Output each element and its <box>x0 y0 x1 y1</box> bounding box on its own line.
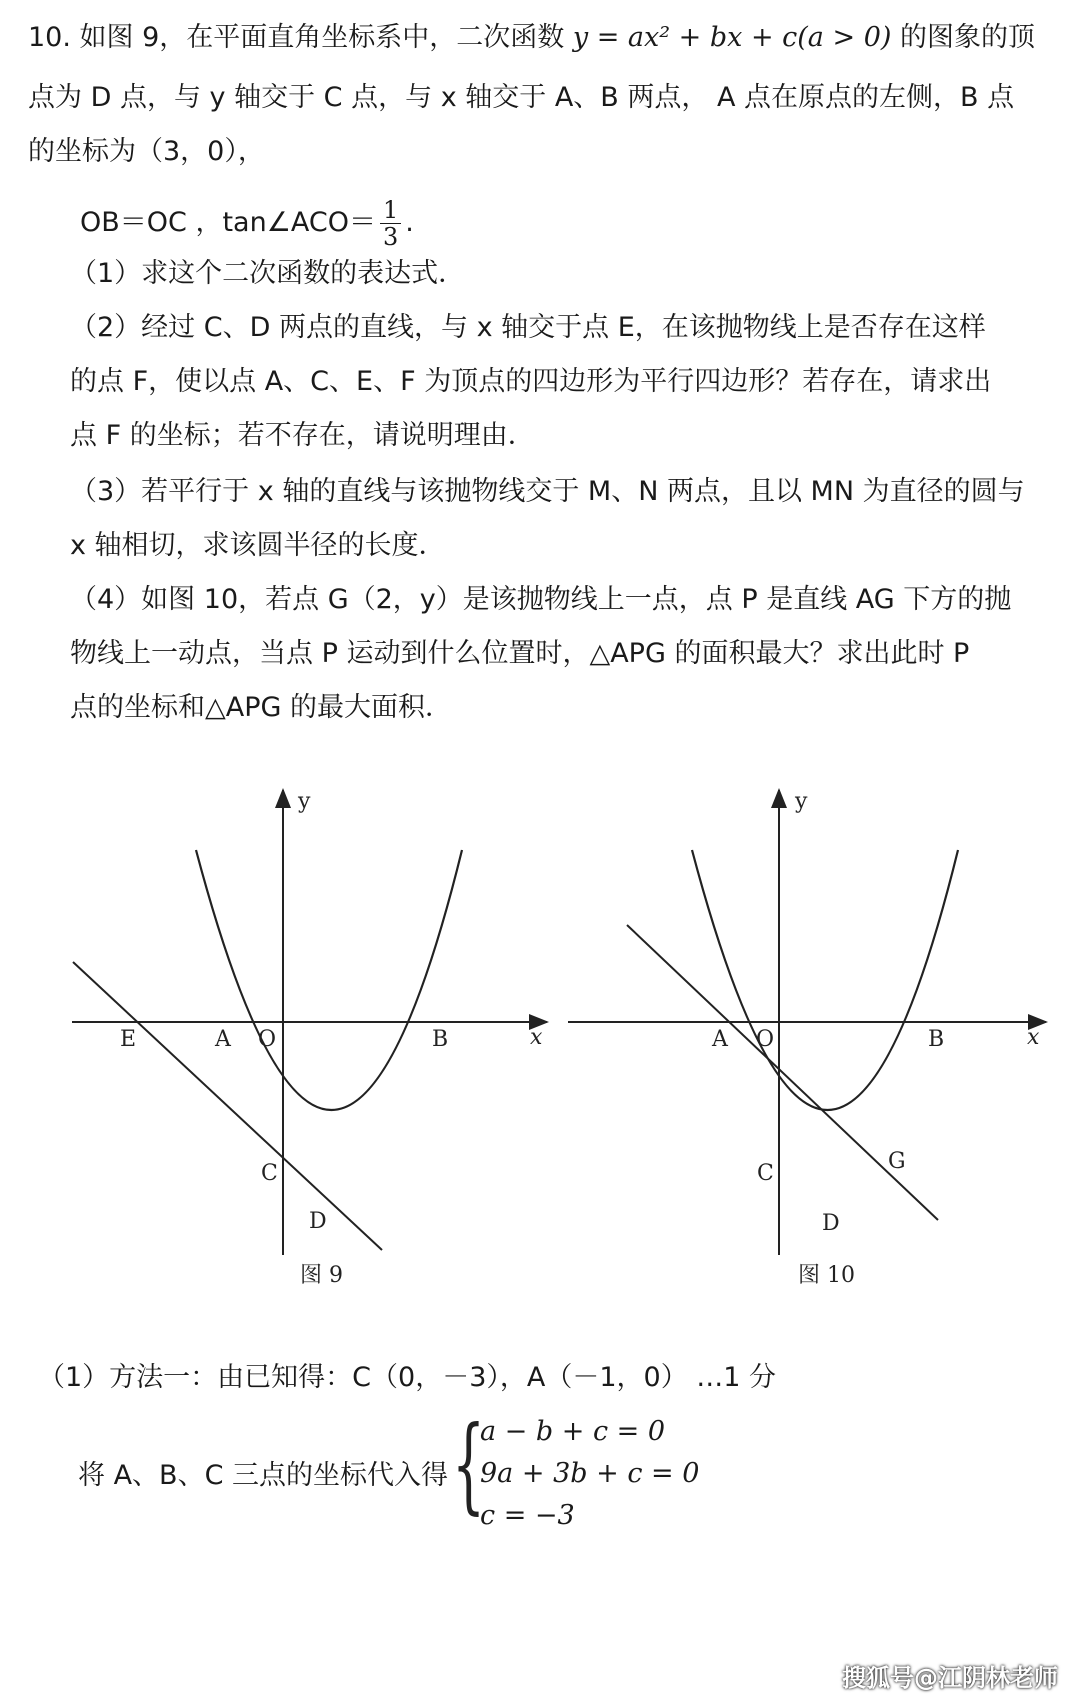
fig9-line-ce <box>73 962 382 1250</box>
fig10-parabola <box>692 850 958 1110</box>
equation-brace: { <box>452 1403 486 1525</box>
fig9-label-b: B <box>432 1027 449 1052</box>
equation-2: 9a + 3b + c = 0 <box>480 1458 700 1489</box>
problem-line-3: 的坐标为（3，0）， <box>28 136 265 167</box>
fraction-numerator: 1 <box>380 197 401 224</box>
question-3-line-1: （3）若平行于 x 轴的直线与该抛物线交于 M、N 两点，且以 MN 为直径的圆与 <box>70 476 1025 507</box>
fig10-label-y: y <box>795 789 808 814</box>
problem-line-1-prefix: 10. 如图 9，在平面直角坐标系中，二次函数 <box>28 22 573 53</box>
fig10-label-o: O <box>756 1027 775 1052</box>
fig9-label-d: D <box>309 1209 327 1234</box>
equation-1: a − b + c = 0 <box>480 1416 666 1447</box>
quadratic-formula: y = ax² + bx + c(a > 0) <box>572 22 892 53</box>
question-4-line-1: （4）如图 10，若点 G（2，y）是该抛物线上一点，点 P 是直线 AG 下方的抛 <box>70 584 1012 615</box>
fig9-label-c: C <box>261 1161 278 1186</box>
fig9-label-o: O <box>258 1027 277 1052</box>
equation-3: c = −3 <box>480 1500 575 1531</box>
fig10-label-a: A <box>712 1027 728 1052</box>
fig9-caption: 图 9 <box>300 1263 343 1288</box>
fig10-label-b: B <box>928 1027 945 1052</box>
solution-line-1: （1）方法一：由已知得：C（0，－3），A（－1，0） …1 分 <box>38 1362 777 1393</box>
fig10-label-c: C <box>757 1161 774 1186</box>
fig9-label-e: E <box>120 1027 137 1052</box>
fraction-denominator: 3 <box>383 223 399 251</box>
fig10-label-d: D <box>822 1211 840 1236</box>
question-1: （1）求这个二次函数的表达式． <box>70 258 466 289</box>
solution-line-2: 将 A、B、C 三点的坐标代入得 <box>78 1460 449 1491</box>
question-4-line-2: 物线上一动点，当点 P 运动到什么位置时，△APG 的面积最大？求出此时 P <box>70 638 970 669</box>
fig10-label-x: x <box>1027 1025 1040 1050</box>
question-2-line-2: 的点 F，使以点 A、C、E、F 为顶点的四边形为平行四边形？若存在，请求出 <box>70 366 992 397</box>
fig10-caption: 图 10 <box>798 1263 855 1288</box>
tan-condition-end: . <box>405 207 414 238</box>
question-3-line-2: x 轴相切，求该圆半径的长度． <box>70 530 446 561</box>
fig9-label-y: y <box>298 789 311 814</box>
fig9-parabola <box>196 850 462 1110</box>
question-2-line-3: 点 F 的坐标；若不存在，请说明理由． <box>70 420 535 451</box>
watermark: 搜狐号@江阴林老师 <box>842 1664 1058 1692</box>
fig9-label-a: A <box>215 1027 231 1052</box>
question-4-line-3: 点的坐标和△APG 的最大面积． <box>70 692 453 723</box>
figure-9 <box>72 789 547 1288</box>
figure-10 <box>568 789 1046 1288</box>
fig10-label-g: G <box>888 1149 906 1174</box>
question-2-line-1: （2）经过 C、D 两点的直线，与 x 轴交于点 E，在该抛物线上是否存在这样 <box>70 312 986 343</box>
tan-condition: OB＝OC ，tan∠ACO＝ <box>80 207 377 238</box>
problem-line-2: 点为 D 点，与 y 轴交于 C 点，与 x 轴交于 A、B 两点， A 点在原点的左侧，B 点 <box>28 82 1015 113</box>
fig9-label-x: x <box>530 1025 543 1050</box>
fig10-line-ag <box>627 925 938 1220</box>
problem-line-1-suffix: 的图象的顶 <box>891 22 1035 53</box>
